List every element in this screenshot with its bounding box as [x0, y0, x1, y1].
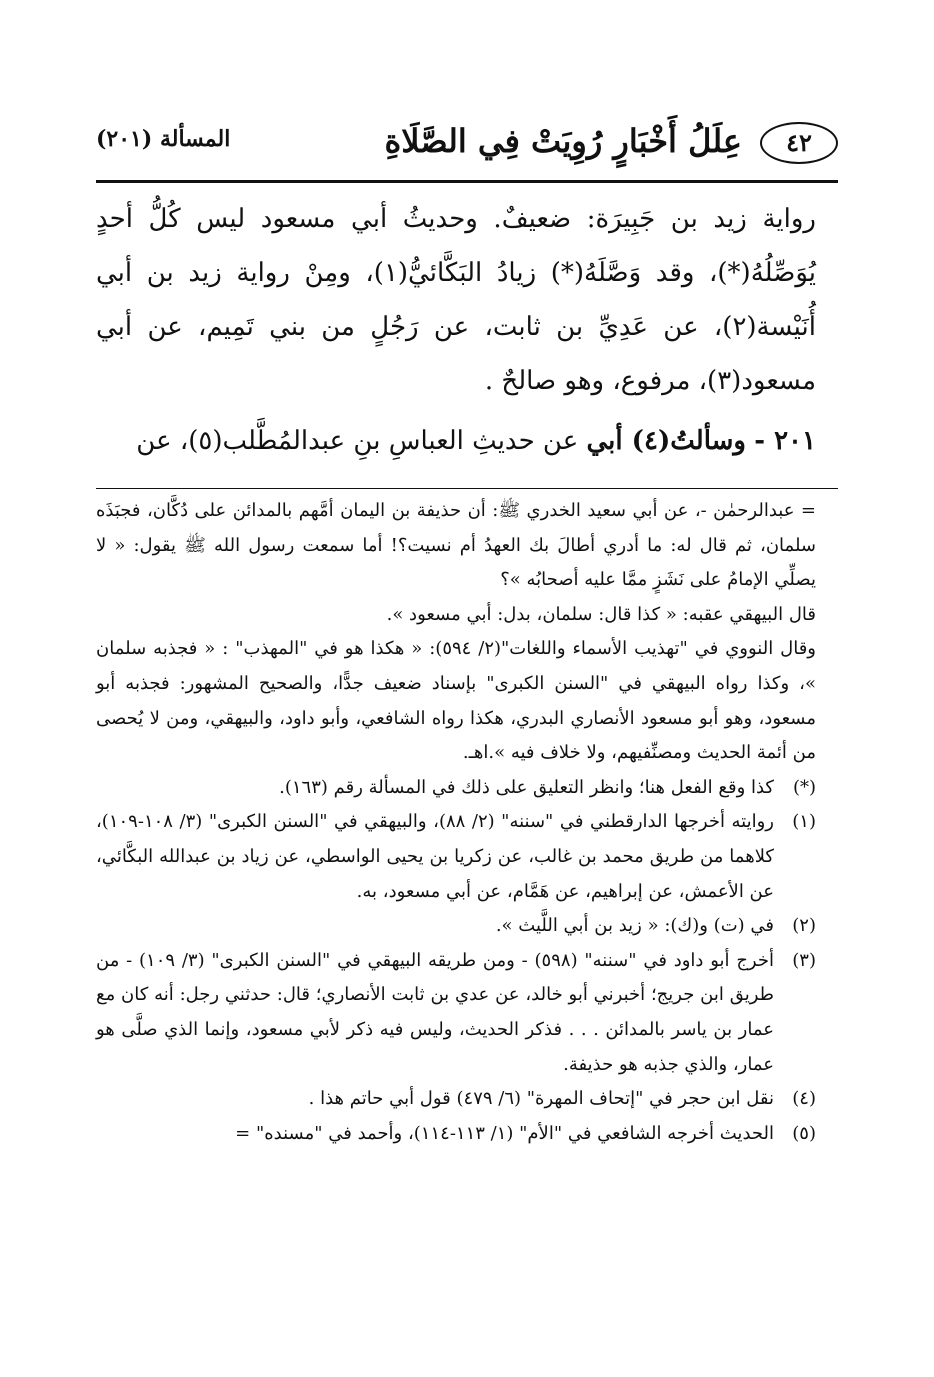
footnote-item	[96, 909, 816, 944]
question-number: ٢٠١ -	[754, 426, 816, 456]
footnote-continuation: = عبدالرحمٰن -، عن أبي سعيد الخدري ﷺ: أن حذيفة بن اليمان أمَّهم بالمدائن على دُكَّان، فجبَذَه سلمان، ثم قال له: ما أدري أطالَ بك العهدُ أم نسيت؟! أما سمعت رسول الله ﷺ يقول: « لا يصلِّي الإمامُ على نَشَزٍ ممَّا عليه أصحابُه »؟	[96, 500, 816, 591]
footnote-item	[96, 805, 816, 909]
main-paragraph: رواية زيد بن جَبِيرَة: ضعيفٌ. وحديثُ أبي مسعود ليس كُلُّ أحدٍ يُوَصِّلُهُ(*)، وقد وَصَّلَهُ(*) زيادُ البَكَّائيُّ(١)، ومِنْ رواية زيد بن أبي أُنَيْسة(٢)، عن عَدِيِّ بن ثابت، عن رَجُلٍ من بني تَمِيم، عن أبي مسعود(٣)، مرفوع، وهو صالحٌ .	[96, 204, 816, 396]
header-rule	[96, 180, 838, 183]
footnote-mark: (٥)	[792, 1122, 816, 1144]
footnote-mark: (٣)	[792, 949, 816, 971]
page-number: ٤٢	[760, 122, 838, 164]
question-text: عن حديثِ العباسِ بنِ عبدالمُطَّلب(٥)، عن	[136, 426, 579, 456]
question-lead: وسألتُ(٤) أبي	[586, 426, 746, 456]
footnote-item	[96, 771, 816, 806]
footnote-mark: (*)	[792, 776, 816, 798]
main-text	[96, 192, 816, 468]
running-header	[96, 118, 838, 174]
footnote-text: كذا وقع الفعل هنا؛ وانظر التعليق على ذلك في المسألة رقم (١٦٣).	[279, 776, 774, 798]
footnote-text: الحديث أخرجه الشافعي في "الأم" (١/ ١١٣-١١٤)، وأحمد في "مسنده" =	[235, 1122, 774, 1144]
footnote-mark: (١)	[792, 811, 816, 833]
footnote-text: نقل ابن حجر في "إتحاف المهرة" (٦/ ٤٧٩) قول أبي حاتم هذا .	[308, 1088, 774, 1110]
footnote-mark: (٤)	[792, 1088, 816, 1110]
question-paragraph	[96, 414, 816, 468]
footnotes	[96, 494, 816, 1151]
footnote-item	[96, 944, 816, 1082]
footnote-text: في (ت) و(ك): « زيد بن أبي اللَّيث ».	[495, 915, 774, 937]
footnote-continuation: قال البيهقي عقبه: « كذا قال: سلمان، بدل: أبي مسعود ».	[386, 603, 816, 625]
footnote-mark: (٢)	[792, 915, 816, 937]
footnote-item	[96, 1117, 816, 1152]
footnote-continuation: وقال النووي في "تهذيب الأسماء واللغات"(٢/ ٥٩٤): « هكذا هو في "المهذب" : « فجذبه سلمان »، وكذا رواه البيهقي في "السنن الكبرى" بإسناد ضعيف جدًّا، والصحيح المشهور: فجذبه أبو مسعود، وهو أبو مسعود الأنصاري البدري، هكذا رواه الشافعي، وأبو داود، والبيهقي، ومن لا يُحصى من أئمة الحديث ومصنِّفيهم، ولا خلاف فيه ».اهـ.	[96, 638, 816, 764]
book-title: عِلَلُ أَخْبَارٍ رُوِيَتْ فِي الصَّلَاةِ	[384, 122, 742, 160]
footnote-text: روايته أخرجها الدارقطني في "سننه" (٢/ ٨٨)، والبيهقي في "السنن الكبرى" (٣/ ١٠٨-١٠٩)، كلاهما من طريق محمد بن غالب، عن زكريا بن يحيى الواسطي، عن زياد بن عبدالله البكَّائي، عن الأعمش، عن إبراهيم، عن هَمَّام، عن أبي مسعود، به.	[96, 811, 774, 902]
footnote-text: أخرج أبو داود في "سننه" (٥٩٨) - ومن طريقه البيهقي في "السنن الكبرى" (٣/ ١٠٩) - من طريق ابن جريج؛ أخبرني أبو خالد، عن عدي بن ثابت الأنصاري؛ قال: حدثني رجل: أنه كان مع عمار بن ياسر بالمدائن . . . فذكر الحديث، وليس فيه ذكر لأبي مسعود، وإنما الذي صلَّى هو عمار، والذي جذبه هو حذيفة.	[96, 949, 774, 1075]
footnote-rule	[96, 488, 838, 489]
footnote-item	[96, 1082, 816, 1117]
masala-label: المسألة (٢٠١)	[96, 126, 231, 152]
